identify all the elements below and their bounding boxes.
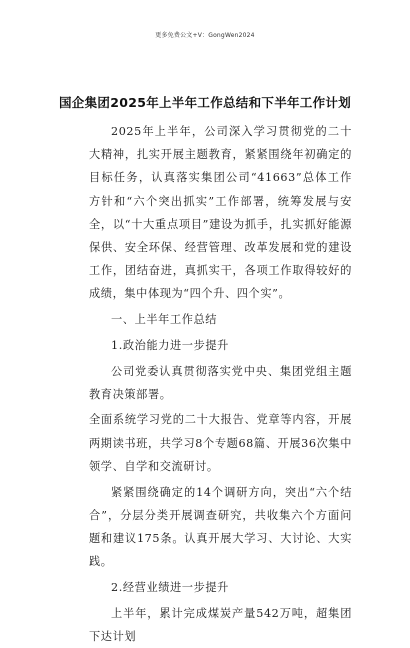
intro-paragraph: 2025年上半年，公司深入学习贯彻党的二十大精神，扎实开展主题教育，紧紧围绕年初确定的目标任务，认真落实集团公司“41663”总体工作方针和“六个突出抓实”工作部署，统筹发展与安全，以“十大重点项目”建设为抓手，扎实抓好能源保供、安全环保、经营管理、改革发展和党的建设工作，团结奋进，真抓实干，各项工作取得较好的成绩，集中体现为“四个升、四个实”。 bbox=[89, 125, 352, 301]
body-paragraph: 上半年，累计完成煤炭产量542万吨，超集团下达计划 bbox=[89, 606, 352, 643]
document-body bbox=[89, 120, 352, 648]
body-paragraph: 公司党委认真贯彻落实党中央、集团党组主题教育决策部署。 bbox=[89, 364, 352, 401]
body-paragraph: 紧紧围绕确定的14个调研方向，突出“六个结合”，分层分类开展调查研究，共收集六个方面问题和建议175条。认真开展大学习、大讨论、大实践。 bbox=[89, 485, 352, 569]
section-heading: 一、上半年工作总结 bbox=[111, 313, 218, 327]
document-title: 国企集团2025年上半年工作总结和下半年工作计划 bbox=[59, 95, 351, 110]
watermark-text: 更多免费公文+V：GongWen2024 bbox=[155, 32, 255, 39]
subsection-heading: 2.经营业绩进一步提升 bbox=[111, 580, 229, 594]
body-paragraph: 全面系统学习党的二十大报告、党章等内容，开展两期读书班，共学习8个专题68篇、开展36次集中领学、自学和交流研讨。 bbox=[89, 413, 352, 473]
subsection-heading: 1.政治能力进一步提升 bbox=[111, 338, 229, 352]
